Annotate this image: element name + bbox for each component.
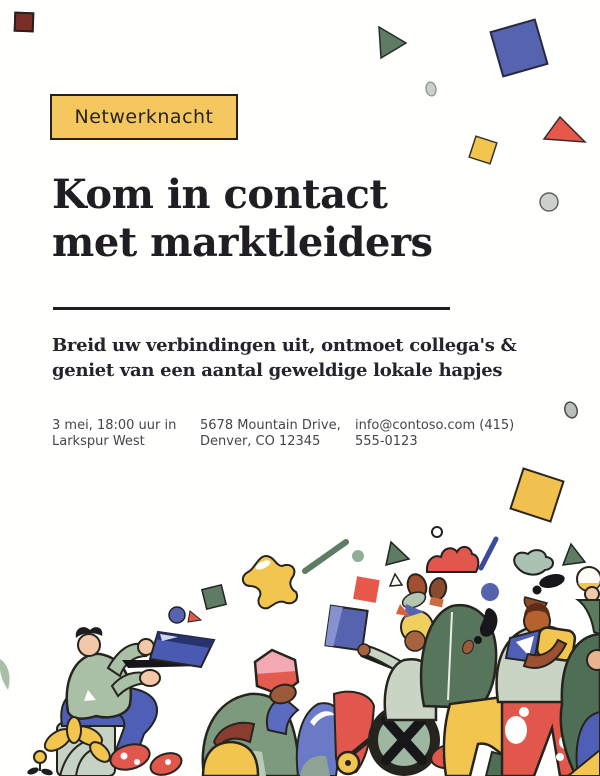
subtitle-line-1: Breid uw verbindingen uit, ontmoet collega's & [52, 335, 517, 356]
detail-contact-line-1: info@contoso.com (415) [355, 418, 515, 433]
crowd-illustration [0, 527, 600, 776]
subtitle [52, 333, 516, 383]
laptop-person [57, 627, 214, 776]
drink-person [561, 567, 600, 776]
divider-rule [53, 307, 450, 310]
headline-line-1: Kom in contact [52, 171, 388, 218]
event-badge [50, 94, 238, 140]
detail-address-line-2: Denver, CO 12345 [200, 434, 321, 449]
detail-contact [355, 418, 514, 450]
badge-label: Netwerknacht [74, 106, 214, 128]
detail-datetime-line-2: Larkspur West [52, 434, 145, 449]
detail-address [200, 418, 341, 450]
confetti-mid [511, 401, 580, 522]
back-person [203, 650, 299, 776]
headline-line-2: met marktleiders [52, 219, 433, 266]
page-title [52, 171, 433, 267]
detail-address-line-1: 5678 Mountain Drive, [200, 418, 341, 433]
subtitle-line-2: geniet van een aantal geweldige lokale hapjes [52, 360, 503, 381]
detail-datetime [52, 418, 176, 450]
detail-datetime-line-1: 3 mei, 18:00 uur in [52, 418, 177, 433]
detail-contact-line-2: 555-0123 [355, 434, 418, 449]
